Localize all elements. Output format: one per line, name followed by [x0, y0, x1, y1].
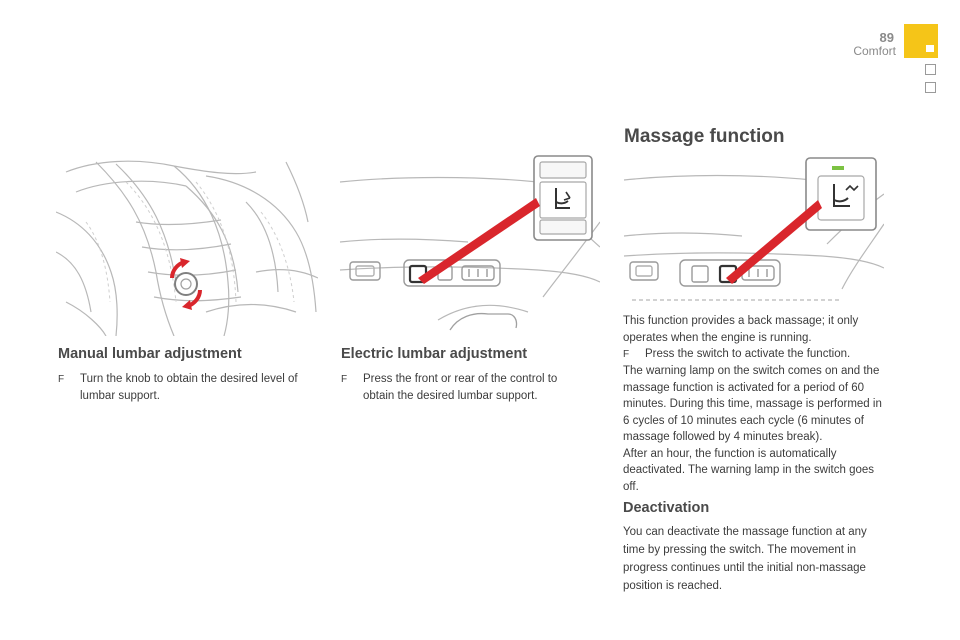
chapter-title: Comfort: [853, 44, 896, 58]
bullet-marker: F: [623, 349, 630, 360]
electric-lumbar-heading: Electric lumbar adjustment: [341, 346, 528, 362]
deactivation-heading: Deactivation: [623, 500, 710, 516]
electric-lumbar-bullet: [341, 371, 581, 405]
chapter-tab[interactable]: [925, 64, 936, 75]
massage-auto-off: After an hour, the function is automatically deactivated. The warning lamp in the switch goes off.: [623, 447, 875, 493]
massage-switch-illustration: [622, 154, 884, 304]
manual-lumbar-text: Turn the knob to obtain the desired level of lumbar support.: [80, 373, 298, 402]
massage-description: The warning lamp on the switch comes on and the massage function is activated for a period of 60 minutes. During this time, massage is performed in 6 cycles of 10 minutes each cycle (6 minutes of massage followed by 4 minutes break).: [623, 365, 882, 443]
chapter-tab[interactable]: [925, 82, 936, 93]
massage-body: [623, 313, 885, 495]
massage-bullet-text: Press the switch to activate the function.: [645, 348, 851, 360]
deactivation-text: You can deactivate the massage function at any time by pressing the switch. The movement in progress continues until the initial non-massage position is reached.: [623, 526, 867, 592]
manual-lumbar-heading: Manual lumbar adjustment: [58, 346, 242, 362]
page-number: 89: [879, 30, 894, 45]
seat-knob-illustration: [56, 152, 318, 336]
electric-control-illustration: [338, 152, 600, 332]
massage-bullet: [623, 346, 885, 363]
chapter-tab-marker: [926, 45, 934, 52]
massage-heading: Massage function: [624, 126, 785, 147]
bullet-marker: F: [341, 374, 348, 385]
bullet-marker: F: [58, 374, 65, 385]
electric-lumbar-text: Press the front or rear of the control to obtain the desired lumbar support.: [363, 373, 558, 402]
chapter-tab-active[interactable]: [904, 24, 938, 58]
massage-intro: This function provides a back massage; it only operates when the engine is running.: [623, 315, 859, 344]
manual-lumbar-bullet: [58, 371, 320, 405]
